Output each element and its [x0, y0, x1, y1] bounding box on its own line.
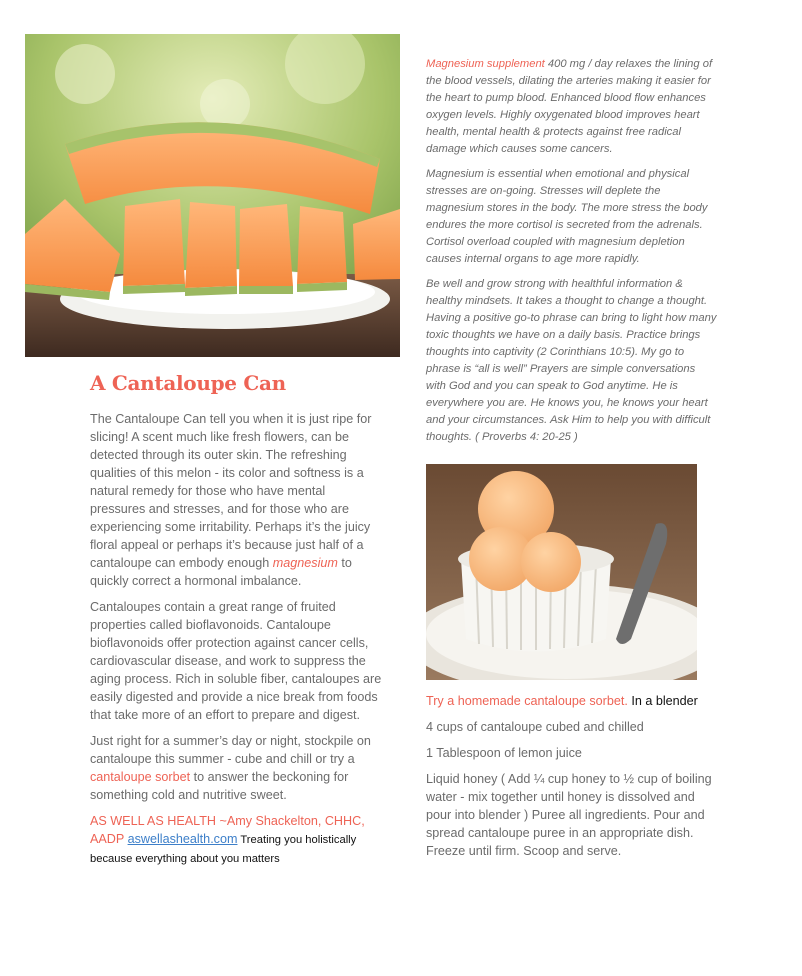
- article-column: [90, 368, 382, 876]
- article-p1-text-b: to quickly correct a hormonal imbalance.: [90, 556, 352, 588]
- cantaloupe-slices-image: [25, 34, 400, 357]
- sidebar-p1-text: 400 mg / day relaxes the lining of the blood vessels, dilating the arteries making it easier for the heart to pump blood. Enhanced blood flow enhances oxygen levels. Highly oxygenated blood improves heart health, mental health & protects against free radical damage which causes some cancers.: [426, 58, 713, 155]
- sidebar-paragraph-2: Magnesium is essential when emotional and physical stresses are on-going. Stresses will deplete the magnesium stores in the body. The more stress the body endures the more cortisol is secreted from the adrenals. Cortisol overload coupled with magnesium depletion causes internal organs to age more rapidly.: [426, 168, 708, 265]
- recipe-heading: [426, 692, 718, 710]
- article-p3-text-b: to answer the beckoning for something cold and nutritive sweet.: [90, 770, 349, 802]
- article-paragraph-2: Cantaloupes contain a great range of fruited properties called bioflavonoids. Cantaloupe bioflavonoids offer protection against cancer cells, cardiovascular disease, and work to suppress the aging process. Rich in soluble fiber, cantaloupes are easily digested and provide a nice break from foods that take more of an effort to prepare and digest.: [90, 600, 382, 722]
- recipe-ingredient-3: Liquid honey ( Add ¼ cup honey to ½ cup of boiling water - mix together until honey is dissolved and pour into blender ) Puree all ingredients. Pour and spread cantaloupe puree in an appropriate dish. Freeze until firm. Scoop and serve.: [426, 772, 712, 858]
- magnesium-sidebar: [426, 56, 718, 454]
- recipe-title: Try a homemade cantaloupe sorbet.: [426, 694, 628, 708]
- magnesium-supplement-link[interactable]: Magnesium supplement: [426, 58, 545, 70]
- article-p1-text-a: The Cantaloupe Can tell you when it is just ripe for slicing! A scent much like fresh flowers, can be detected through its outer skin. The refreshing qualities of this melon - its color and softness is a natural remedy for those who have mental pressures and stresses, and for those who are experiencing some irritability. Perhaps it’s the juicy floral appeal or perhaps it’s because just half of a cantaloupe can embody enough: [90, 412, 372, 570]
- recipe-section: [426, 692, 718, 868]
- sidebar-paragraph-1: [426, 56, 718, 158]
- article-paragraph-3: [90, 732, 382, 804]
- article-paragraph-1: [90, 410, 382, 590]
- sorbet-image: [426, 464, 697, 680]
- recipe-ingredient-2: 1 Tablespoon of lemon juice: [426, 746, 582, 760]
- website-link[interactable]: aswellashealth.com: [127, 832, 238, 846]
- signature-author: AS WELL AS HEALTH ~Amy Shackelton, CHHC, AADP: [90, 814, 365, 846]
- sidebar-paragraph-3: Be well and grow strong with healthful information & healthy mindsets. It takes a thought to change a thought. Having a positive go-to phrase can bring to light how many toxic thoughts we have on a daily basis. Practice brings thoughts into captivity (2 Corinthians 10:5). My go to phrase is “all is well” Prayers are simple conversations with God and you can speak to God anytime. He is everywhere you are. He knows you, he knows your heart and your circumstances. Ask Him to help you with difficult thoughts. ( Proverbs 4: 20-25 ): [426, 278, 717, 443]
- recipe-method: In a blender: [627, 694, 698, 708]
- signature: [90, 812, 382, 868]
- cantaloupe-sorbet-photo: [426, 464, 697, 680]
- recipe-ingredient-1: 4 cups of cantaloupe cubed and chilled: [426, 720, 644, 734]
- article-title: A Cantaloupe Can: [90, 371, 286, 395]
- article-p3-text-a: Just right for a summer’s day or night, stockpile on cantaloupe this summer - cube and chill or try a: [90, 734, 371, 766]
- magnesium-link[interactable]: magnesium: [272, 556, 338, 570]
- signature-tagline: Treating you holistically because everything about you matters: [90, 834, 357, 865]
- cantaloupe-sorbet-link[interactable]: cantaloupe sorbet: [90, 770, 191, 784]
- cantaloupe-slices-photo: [25, 34, 400, 357]
